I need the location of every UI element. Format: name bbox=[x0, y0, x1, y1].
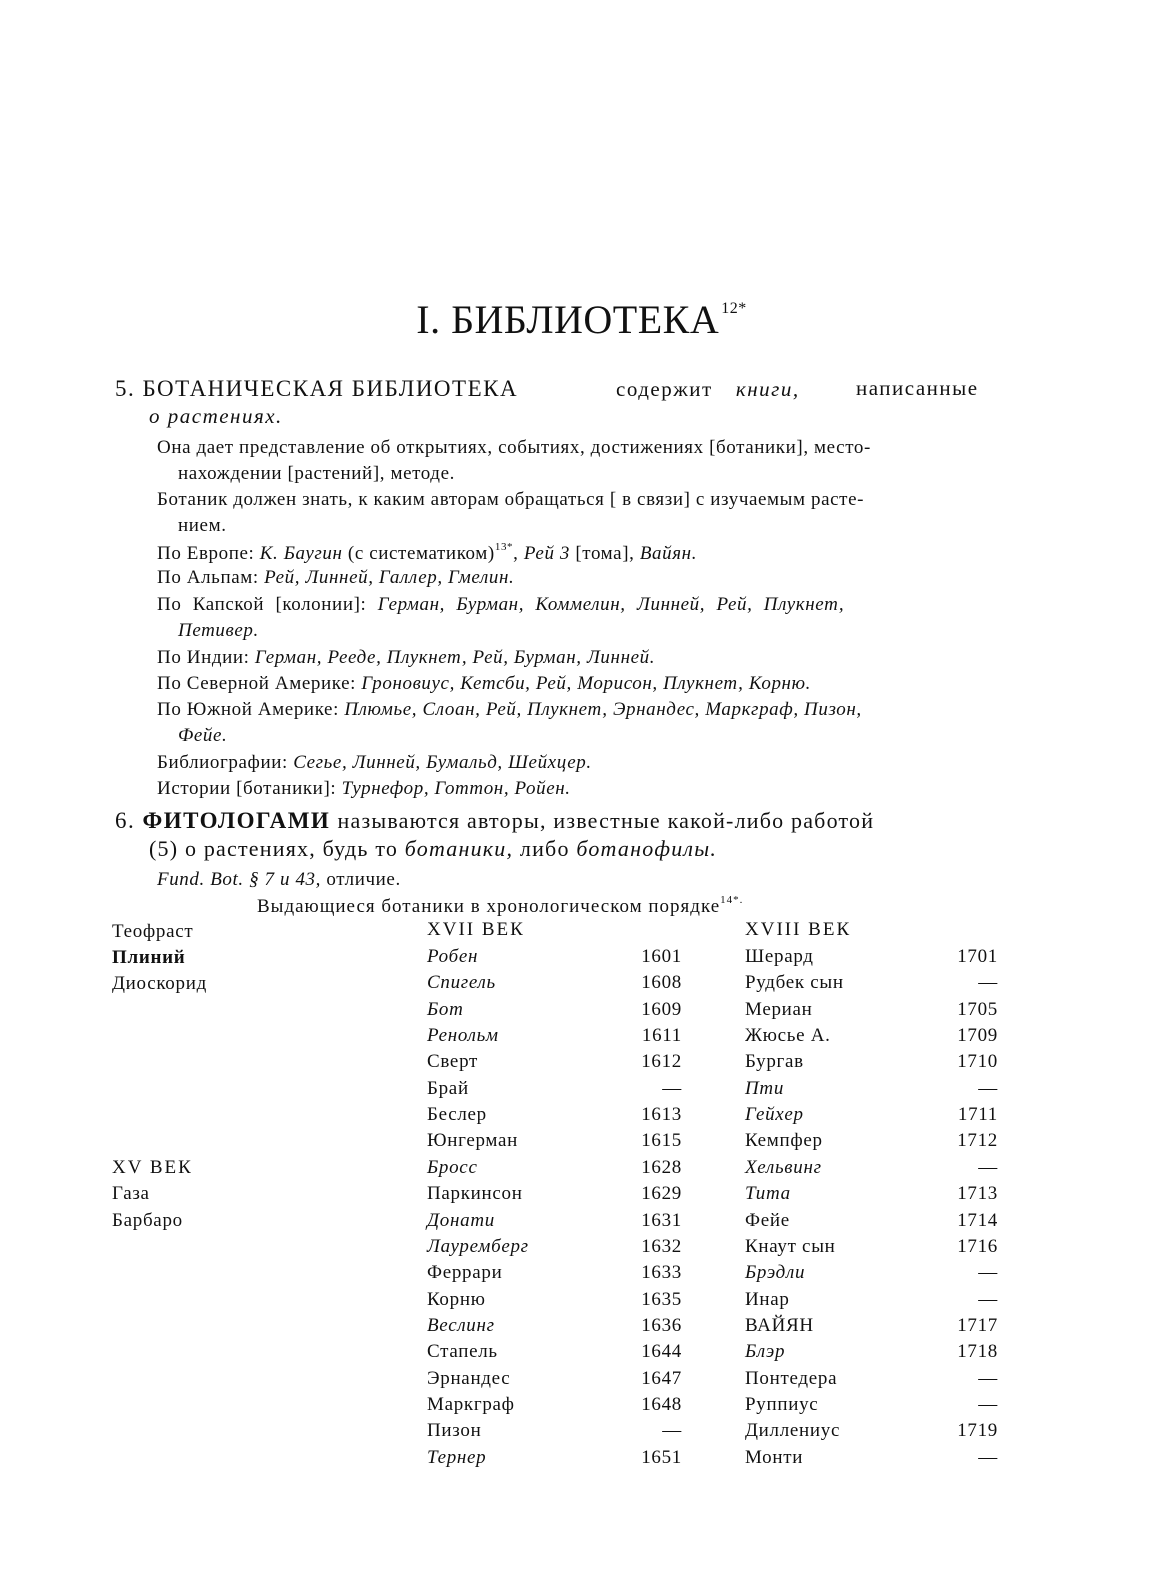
xviii-botanist-name: Рудбек сын bbox=[745, 972, 844, 993]
xvii-botanist-name: Робен bbox=[427, 946, 479, 967]
xviii-botanist-name: Понтедера bbox=[745, 1368, 838, 1389]
xvii-botanist-year: 1629 bbox=[641, 1183, 682, 1204]
xviii-botanist-name: Тита bbox=[745, 1183, 791, 1204]
s5-p2-line-1: Ботаник должен знать, к каким авторам обращаться [ в связи] с изучаемым расте- bbox=[157, 489, 865, 510]
s5-europe-line: По Европе: К. Баугин (с систематиком)$^{13*}$, Рей 3 [тома], Вайян. bbox=[157, 541, 698, 564]
ancient-botanist: Диоскорид bbox=[112, 973, 207, 994]
xvii-botanist-name: Донати bbox=[427, 1210, 495, 1231]
s5-north-america-line: По Северной Америке: Гроновиус, Кетсби, Рей, Морисон, Плукнет, Корню. bbox=[157, 673, 811, 694]
xviii-botanist-year: 1716 bbox=[957, 1236, 998, 1257]
chapter-note: 12* bbox=[721, 300, 747, 317]
xvii-botanist-year: — bbox=[662, 1420, 682, 1441]
s5-india-line: По Индии: Герман, Рееде, Плукнет, Рей, Бурман, Линней. bbox=[157, 647, 656, 668]
xviii-botanist-year: — bbox=[978, 1157, 998, 1178]
xvii-botanist-name: Ренольм bbox=[427, 1025, 499, 1046]
xviii-botanist-year: — bbox=[978, 972, 998, 993]
section-6-reference: Fund. Bot. § 7 и 43, отличие. bbox=[157, 869, 401, 890]
s5-south-america-line: По Южной Америке: Плюмье, Слоан, Рей, Плукнет, Эрнандес, Маркграф, Пизон, bbox=[157, 699, 862, 720]
xvii-botanist-year: 1611 bbox=[641, 1025, 682, 1046]
xvii-botanist-name: Брай bbox=[427, 1078, 469, 1099]
xviii-botanist-year: — bbox=[978, 1078, 998, 1099]
ancient-botanist: Плиний bbox=[112, 947, 186, 968]
xviii-botanist-year: 1712 bbox=[957, 1130, 998, 1151]
xviii-botanist-name: Хельвинг bbox=[745, 1157, 822, 1178]
s5-p1-line-1: Она дает представление об открытиях, событиях, достижениях [ботаники], место- bbox=[157, 437, 871, 458]
xviii-botanist-name: Бургав bbox=[745, 1051, 804, 1072]
xvii-botanist-year: 1635 bbox=[641, 1289, 682, 1310]
xvii-botanist-year: 1633 bbox=[641, 1262, 682, 1283]
xvii-botanist-name: Спигель bbox=[427, 972, 496, 993]
xvii-botanist-year: 1648 bbox=[641, 1394, 682, 1415]
xvii-botanist-year: 1601 bbox=[641, 946, 682, 967]
xvii-botanist-name: Феррари bbox=[427, 1262, 503, 1283]
xviii-botanist-year: — bbox=[978, 1289, 998, 1310]
section-5-line-1-rest: содержит книги, bbox=[616, 377, 800, 401]
ancient-botanist: Теофраст bbox=[112, 921, 194, 942]
xvii-botanist-name: Бот bbox=[427, 999, 464, 1020]
xvii-botanist-name: Сверт bbox=[427, 1051, 479, 1072]
century-xviii-header: XVIII ВЕК bbox=[745, 919, 852, 940]
xviii-botanist-name: Монти bbox=[745, 1447, 804, 1468]
xviii-botanist-year: 1709 bbox=[957, 1025, 998, 1046]
xvii-botanist-year: 1632 bbox=[641, 1236, 682, 1257]
xvii-botanist-year: 1615 bbox=[641, 1130, 682, 1151]
century-xv-header: XV ВЕК bbox=[112, 1157, 193, 1178]
xvii-botanist-year: 1644 bbox=[641, 1341, 682, 1362]
xvii-botanist-name: Пизон bbox=[427, 1420, 482, 1441]
xviii-botanist-year: 1718 bbox=[957, 1341, 998, 1362]
xviii-botanist-year: — bbox=[978, 1262, 998, 1283]
xviii-botanist-name: Мериан bbox=[745, 999, 813, 1020]
xviii-botanist-name: Пти bbox=[745, 1078, 785, 1099]
xviii-botanist-name: Жюсье А. bbox=[745, 1025, 831, 1046]
xvii-botanist-name: Беслер bbox=[427, 1104, 487, 1125]
section-5-heading: БОТАНИЧЕСКАЯ БИБЛИОТЕКА bbox=[142, 376, 519, 401]
chapter-title: I. БИБЛИОТЕКА $^{12*}$ bbox=[416, 297, 747, 342]
xvii-botanist-name: Эрнандес bbox=[427, 1368, 511, 1389]
xviii-botanist-name: Инар bbox=[745, 1289, 790, 1310]
section-5-line-2: о растениях. bbox=[149, 404, 283, 428]
section-5-line-1: 5. БОТАНИЧЕСКАЯ БИБЛИОТЕКА bbox=[115, 376, 519, 401]
xvii-botanist-year: — bbox=[662, 1078, 682, 1099]
xviii-botanist-name: Шерард bbox=[745, 946, 814, 967]
xviii-botanist-year: 1710 bbox=[957, 1051, 998, 1072]
xvii-botanist-name: Тернер bbox=[427, 1447, 487, 1468]
s5-bibliography-line: Библиографии: Сегье, Линней, Бумальд, Шейхцер. bbox=[157, 752, 592, 773]
century-xvii-header: XVII ВЕК bbox=[427, 919, 525, 940]
s5-history-line: Истории [ботаники]: Турнефор, Готтон, Ройен. bbox=[157, 778, 571, 799]
xviii-botanist-name: Диллениус bbox=[745, 1420, 841, 1441]
xv-botanist: Барбаро bbox=[112, 1210, 183, 1231]
xviii-botanist-year: — bbox=[978, 1368, 998, 1389]
section-6-line-1: 6. ФИТОЛОГАМИ называются авторы, известные какой-либо работой bbox=[115, 808, 875, 833]
s5-cape-line: По Капской [колонии]: Герман, Бурман, Коммелин, Линней, Рей, Плукнет, bbox=[157, 594, 845, 615]
xvii-botanist-name: Маркграф bbox=[427, 1394, 515, 1415]
xvii-botanist-year: 1612 bbox=[641, 1051, 682, 1072]
s5-south-america-line-2: Фейе. bbox=[178, 725, 228, 746]
xvii-botanist-year: 1628 bbox=[641, 1157, 682, 1178]
xviii-botanist-name: Руппиус bbox=[745, 1394, 819, 1415]
xviii-botanist-year: 1713 bbox=[957, 1183, 998, 1204]
xviii-botanist-year: 1717 bbox=[957, 1315, 998, 1336]
xviii-botanist-name: Гейхер bbox=[745, 1104, 804, 1125]
xviii-botanist-year: 1705 bbox=[957, 999, 998, 1020]
xvii-botanist-name: Корню bbox=[427, 1289, 486, 1310]
xviii-botanist-name: Кнаут сын bbox=[745, 1236, 836, 1257]
s5-alps-line: По Альпам: Рей, Линней, Галлер, Гмелин. bbox=[157, 567, 515, 588]
xvii-botanist-name: Веслинг bbox=[427, 1315, 495, 1336]
xviii-botanist-year: 1701 bbox=[957, 946, 998, 967]
s5-cape-line-2: Петивер. bbox=[178, 620, 259, 641]
xvii-botanist-year: 1613 bbox=[641, 1104, 682, 1125]
xvii-botanist-name: Лауремберг bbox=[427, 1236, 529, 1257]
xvii-botanist-year: 1651 bbox=[641, 1447, 682, 1468]
xvii-botanist-year: 1608 bbox=[641, 972, 682, 993]
xvii-botanist-year: 1631 bbox=[641, 1210, 682, 1231]
section-6-line-2: (5) о растениях, будь то ботаники, либо ботанофилы. bbox=[149, 836, 718, 861]
xvii-botanist-name: Паркинсон bbox=[427, 1183, 523, 1204]
xv-botanist: Газа bbox=[112, 1183, 150, 1204]
section-5-line-1-end: написанные bbox=[856, 376, 979, 400]
xviii-botanist-name: Блэр bbox=[745, 1341, 786, 1362]
xviii-botanist-name: Кемпфер bbox=[745, 1130, 823, 1151]
xviii-botanist-name: Брэдли bbox=[745, 1262, 806, 1283]
section-6-heading: ФИТОЛОГАМИ bbox=[142, 808, 331, 833]
xvii-botanist-name: Стапель bbox=[427, 1341, 498, 1362]
xviii-botanist-year: 1719 bbox=[957, 1420, 998, 1441]
xviii-botanist-name: ВАЙЯН bbox=[745, 1315, 814, 1336]
xviii-botanist-year: — bbox=[978, 1447, 998, 1468]
s5-p2-line-2: нием. bbox=[178, 515, 227, 536]
xvii-botanist-name: Бросс bbox=[427, 1157, 478, 1178]
xviii-botanist-name: Фейе bbox=[745, 1210, 790, 1231]
xvii-botanist-name: Юнгерман bbox=[427, 1130, 518, 1151]
xvii-botanist-year: 1609 bbox=[641, 999, 682, 1020]
xvii-botanist-year: 1647 bbox=[641, 1368, 682, 1389]
table-caption: Выдающиеся ботаники в хронологическом порядке$^{14*.}$ bbox=[257, 894, 744, 917]
xvii-botanist-year: 1636 bbox=[641, 1315, 682, 1336]
xviii-botanist-year: 1711 bbox=[957, 1104, 998, 1125]
s5-p1-line-2: нахождении [растений], методе. bbox=[178, 463, 455, 484]
xviii-botanist-year: 1714 bbox=[957, 1210, 998, 1231]
xviii-botanist-year: — bbox=[978, 1394, 998, 1415]
